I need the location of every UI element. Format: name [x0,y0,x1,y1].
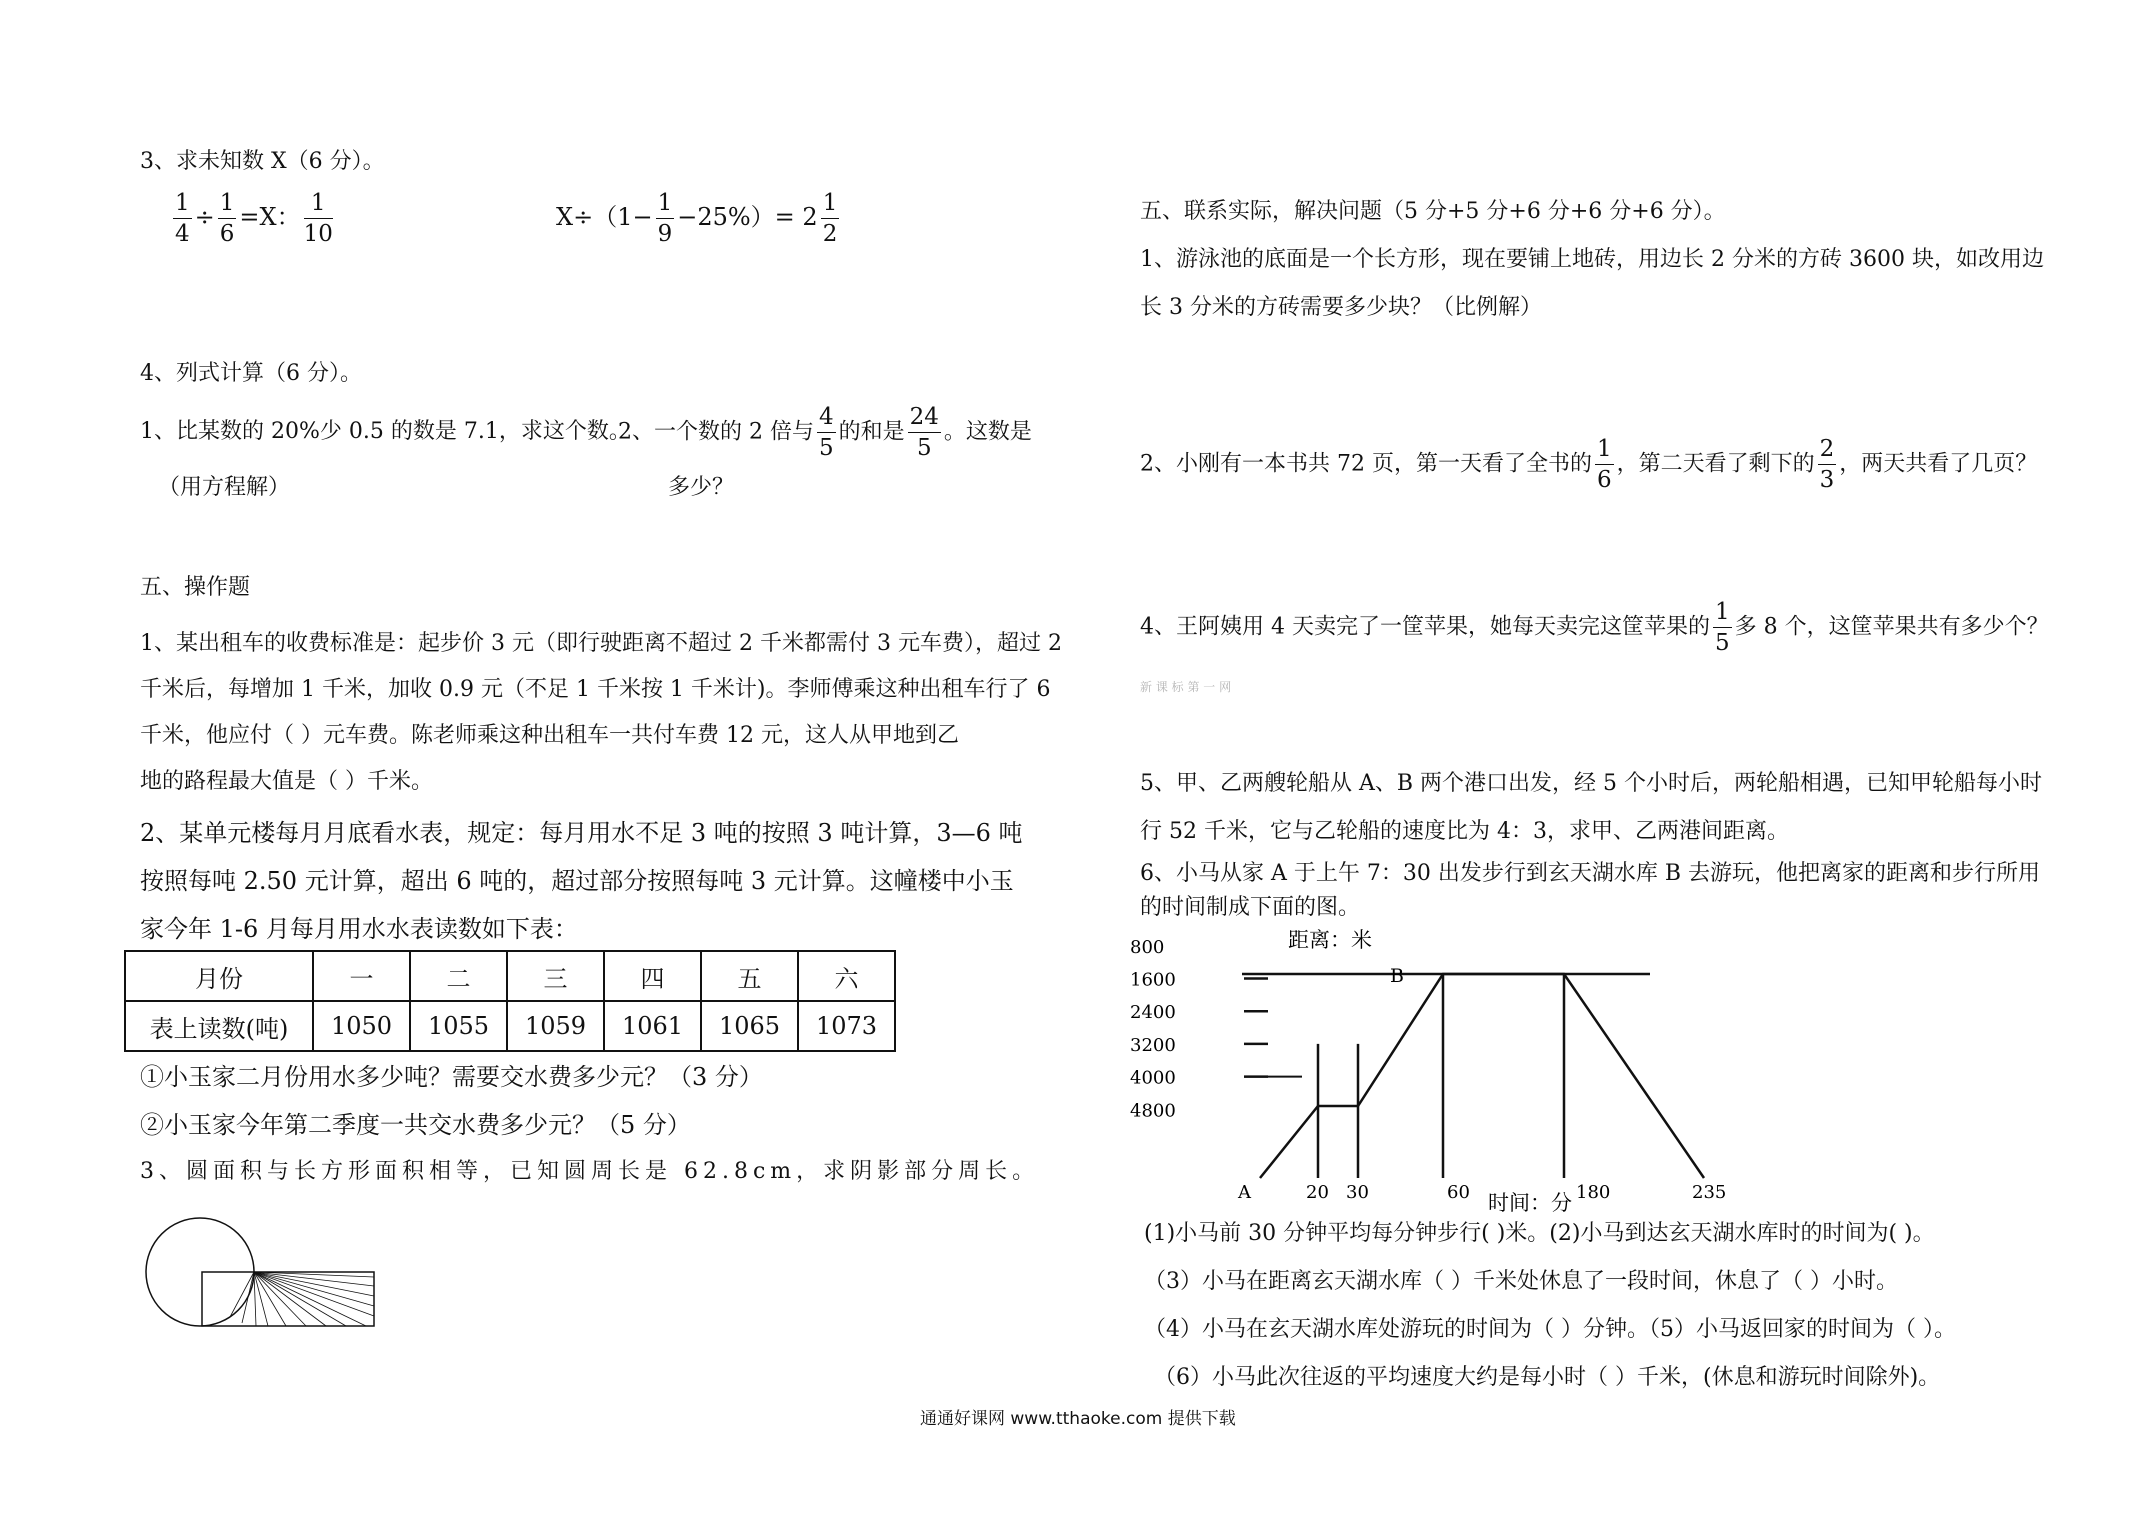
taxi-line-1: 1、某出租车的收费标准是：起步价 3 元（即行驶距离不超过 2 千米都需付 3 元车费），超过 2 [140,631,1062,656]
ship-problem-line-1: 5、甲、乙两艘轮船从 A、B 两个港口出发，经 5 个小时后，两轮船相遇，已知甲轮船每小时 [1140,771,2043,796]
table-cell: 三 [507,951,604,1001]
fraction: $\frac{1}{6}$ [219,190,235,247]
operation-section-title: 五、操作题 [140,575,251,600]
x-tick-label: 235 [1692,1182,1727,1203]
pool-problem-line-1: 1、游泳池的底面是一个长方形，现在要铺上地砖，用边长 2 分米的方砖 3600 块，如改用边 [1140,247,2044,272]
q3-equation-2: X÷（1− $\frac{1}{9}$ −25%）= 2 $\frac{1}{2}$ [556,190,838,247]
q4-problem-2: 2、一个数的 2 倍与 $\frac{4}{5}$ 的和是 $\frac{24}{5}$ 。这数是 [618,404,1032,461]
fraction: $\frac{1}{6}$ [1596,436,1612,493]
x-tick-label: 30 [1346,1182,1369,1203]
fraction: $\frac{1}{5}$ [1714,599,1730,656]
table-cell: 1059 [507,1001,604,1051]
x-tick-label: 180 [1576,1182,1611,1203]
taxi-line-2: 千米后，每增加 1 千米，加收 0.9 元（不足 1 千米按 1 千米计)。李师傅乘这种出租车行了 6 [140,677,1051,702]
fraction: $\frac{4}{5}$ [818,404,834,461]
table-cell: 1061 [604,1001,701,1051]
q4-problem-1: 1、比某数的 20%少 0.5 的数是 7.1，求这个数。 [140,419,631,444]
q3-equation-1: $\frac{1}{4}$ ÷ $\frac{1}{6}$ =X： $\frac{1}{10}$ [175,190,333,247]
y-tick-label: 4000 [1130,1067,1176,1089]
apple-problem: 4、王阿姨用 4 天卖完了一筐苹果，她每天卖完这筐苹果的 $\frac{1}{5}$ 多 8 个，这筐苹果共有多少个？ [1140,599,2049,656]
q3-title: 3、求未知数 X（6 分）。 [140,149,385,174]
right-section-title: 五、联系实际，解决问题（5 分+5 分+6 分+6 分+6 分）。 [1140,199,1726,224]
y-axis-title: 距离：米 [1288,928,1372,952]
fraction: $\frac{1}{2}$ [822,190,838,247]
table-cell: 1050 [313,1001,410,1051]
table-header-row [125,951,895,1001]
table-cell: 月份 [125,951,313,1001]
table-cell: 五 [701,951,798,1001]
q6-part-3: （3）小马在距离玄天湖水库（ ）千米处休息了一段时间，休息了（ ）小时。 [1144,1269,1898,1294]
fraction: $\frac{1}{9}$ [657,190,673,247]
q4-title: 4、列式计算（6 分）。 [140,361,362,386]
fraction: $\frac{1}{10}$ [303,190,333,247]
water-line-1: 2、某单元楼每月月底看水表，规定：每月用水不足 3 吨的按照 3 吨计算，3—6 吨 [140,819,1023,847]
table-cell: 四 [604,951,701,1001]
y-tick-label: 4800 [1130,1100,1176,1122]
q4-problem-2-cont: 多少？ [668,475,735,500]
shaded-region [230,1272,374,1326]
walk-problem-line-1: 6、小马从家 A 于上午 7：30 出发步行到玄天湖水库 B 去游玩，他把离家的距离和步行所用 [1140,861,2041,886]
q6-part-6: （6）小马此次往返的平均速度大约是每小时（ ）千米，(休息和游玩时间除外)。 [1154,1365,1941,1390]
distance-time-chart [1120,920,1727,1220]
water-question-1: ①小玉家二月份用水多少吨？需要交水费多少元？（3 分） [140,1063,763,1091]
table-cell: 一 [313,951,410,1001]
table-cell: 二 [410,951,507,1001]
book-problem: 2、小刚有一本书共 72 页，第一天看了全书的 $\frac{1}{6}$ ，第二天看了剩下的 $\frac{2}{3}$ ，两天共看了几页？ [1140,436,2038,493]
water-line-3: 家今年 1-6 月每月用水水表读数如下表： [140,915,578,943]
walk-problem-line-2: 的时间制成下面的图。 [1140,895,1361,920]
distance-series-line [1260,974,1704,1178]
water-line-2: 按照每吨 2.50 元计算，超出 6 吨的，超过部分按照每吨 3 元计算。这幢楼中小玉 [140,867,1014,895]
q6-part-1-2: (1)小马前 30 分钟平均每分钟步行( )米。(2)小马到达玄天湖水库时的时间为( )。 [1144,1221,1935,1246]
footer-credit: 通通好课网 www.tthaoke.com 提供下载 [920,1409,1236,1429]
taxi-line-4: 地的路程最大值是（ ）千米。 [140,769,433,794]
watermark: 新 课 标 第 一 网 [1140,680,1232,694]
water-question-2: ②小玉家今年第二季度一共交水费多少元？（5 分） [140,1111,691,1139]
fraction: $\frac{2}{3}$ [1819,436,1835,493]
water-meter-table [124,950,896,1052]
y-tick-label: 800 [1130,936,1165,958]
x-tick-label: 20 [1306,1182,1329,1203]
table-cell: 1055 [410,1001,507,1051]
circle-question: 3、圆面积与长方形面积相等，已知圆周长是 62.8cm，求阴影部分周长。 [140,1159,1040,1184]
table-cell: 表上读数(吨) [125,1001,313,1051]
y-tick-label: 2400 [1130,1002,1176,1024]
x-tick-label: A [1238,1182,1251,1203]
pool-problem-line-2: 长 3 分米的方砖需要多少块？（比例解） [1140,295,1542,320]
x-axis-title: 时间：分 [1488,1191,1572,1215]
x-tick-label: 60 [1447,1182,1470,1203]
table-cell: 六 [798,951,895,1001]
point-b-label: B [1390,965,1404,987]
table-cell: 1073 [798,1001,895,1051]
ship-problem-line-2: 行 52 千米，它与乙轮船的速度比为 4：3，求甲、乙两港间距离。 [1140,819,1789,844]
y-tick-label: 3200 [1130,1034,1176,1056]
circle-rectangle-figure [140,1210,390,1340]
q4-problem-1-hint: （用方程解） [158,475,291,500]
table-row [125,1001,895,1051]
taxi-line-3: 千米，他应付（ ）元车费。陈老师乘这种出租车一共付车费 12 元，这人从甲地到乙 [140,723,959,748]
table-cell: 1065 [701,1001,798,1051]
fraction: $\frac{24}{5}$ [909,404,939,461]
q6-part-4-5: （4）小马在玄天湖水库处游玩的时间为（ ）分钟。（5）小马返回家的时间为（ ）。 [1144,1317,1956,1342]
y-tick-label: 1600 [1130,969,1176,991]
fraction: $\frac{1}{4}$ [175,190,190,247]
